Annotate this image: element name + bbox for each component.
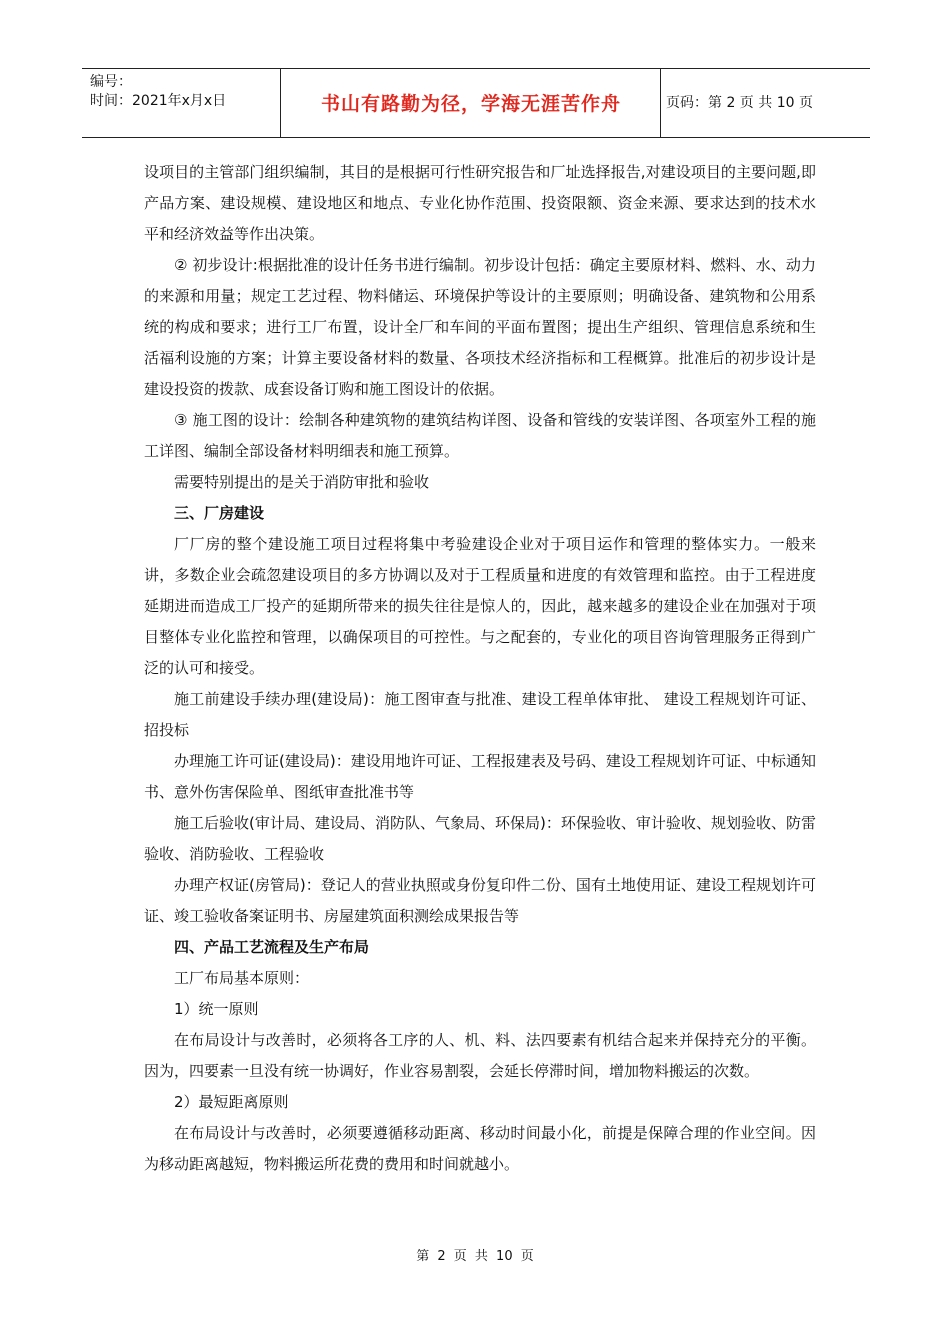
header-meta — [90, 73, 276, 111]
paragraph: ③ 施工图的设计：绘制各种建筑物的建筑结构详图、设备和管线的安装详图、各项室外工程的施工详图、编制全部设备材料明细表和施工预算。 — [144, 411, 816, 460]
page-header — [82, 68, 870, 138]
paragraph: 在布局设计与改善时，必须要遵循移动距离、移动时间最小化，前提是保障合理的作业空间。因为移动距离越短，物料搬运所花费的费用和时间就越小。 — [144, 1124, 816, 1173]
paragraph: 办理施工许可证(建设局)：建设用地许可证、工程报建表及号码、建设工程规划许可证、中标通知书、意外伤害保险单、图纸审查批准书等 — [144, 752, 816, 801]
paragraph: 需要特别提出的是关于消防审批和验收 — [174, 473, 430, 491]
header-divider-left — [280, 69, 281, 137]
header-time-label: 时间：2021年x月x日 — [90, 93, 227, 109]
paragraph: 厂厂房的整个建设施工项目过程将集中考验建设企业对于项目运作和管理的整体实力。一般来讲，多数企业会疏忽建设项目的多方协调以及对于工程质量和进度的有效管理和监控。由于工程进度延期进而造成工厂投产的延期所带来的损失往往是惊人的，因此，越来越多的建设企业在加强对于项目整体专业化监控和管理，以确保项目的可控性。与之配套的，专业化的项目咨询管理服务正得到广泛的认可和接受。 — [144, 535, 816, 677]
paragraph: 设项目的主管部门组织编制，其目的是根据可行性研究报告和厂址选择报告,对建设项目的主要问题,即产品方案、建设规模、建设地区和地点、专业化协作范围、投资限额、资金来源、要求达到的技术水平和经济效益等作出决策。 — [144, 163, 816, 243]
header-page-info: 页码：第 2 页 共 10 页 — [666, 95, 813, 111]
paragraph: 1）统一原则 — [174, 1000, 259, 1018]
paragraph: 在布局设计与改善时，必须将各工序的人、机、料、法四要素有机结合起来并保持充分的平衡。因为，四要素一旦没有统一协调好，作业容易割裂，会延长停滞时间，增加物料搬运的次数。 — [144, 1031, 816, 1080]
page-footer: 第 2 页 共 10 页 — [416, 1249, 534, 1264]
paragraph: ② 初步设计:根据批准的设计任务书进行编制。初步设计包括：确定主要原材料、燃料、水、动力的来源和用量；规定工艺过程、物料储运、环境保护等设计的主要原则；明确设备、建筑物和公用系统的构成和要求；进行工厂布置，设计全厂和车间的平面布置图；提出生产组织、管理信息系统和生活福利设施的方案；计算主要设备材料的数量、各项技术经济指标和工程概算。批准后的初步设计是建设投资的拨款、成套设备订购和施工图设计的依据。 — [144, 256, 816, 398]
paragraph: 办理产权证(房管局)：登记人的营业执照或身份复印件二份、国有土地使用证、建设工程规划许可证、竣工验收备案证明书、房屋建筑面积测绘成果报告等 — [144, 876, 816, 925]
paragraph: 施工前建设手续办理(建设局)：施工图审查与批准、建设工程单体审批、 建设工程规划许可证、招投标 — [144, 690, 816, 739]
section-heading: 四、产品工艺流程及生产布局 — [174, 938, 370, 956]
header-code-label: 编号： — [90, 74, 132, 90]
section-heading: 三、厂房建设 — [174, 504, 265, 522]
header-motto: 书山有路勤为径，学海无涯苦作舟 — [320, 93, 621, 115]
paragraph: 工厂布局基本原则： — [174, 969, 310, 987]
document-body — [144, 157, 816, 1180]
paragraph: 2）最短距离原则 — [174, 1093, 289, 1111]
paragraph: 施工后验收(审计局、建设局、消防队、气象局、环保局)：环保验收、审计验收、规划验收、防雷验收、消防验收、工程验收 — [144, 814, 816, 863]
header-divider-right — [660, 69, 661, 137]
